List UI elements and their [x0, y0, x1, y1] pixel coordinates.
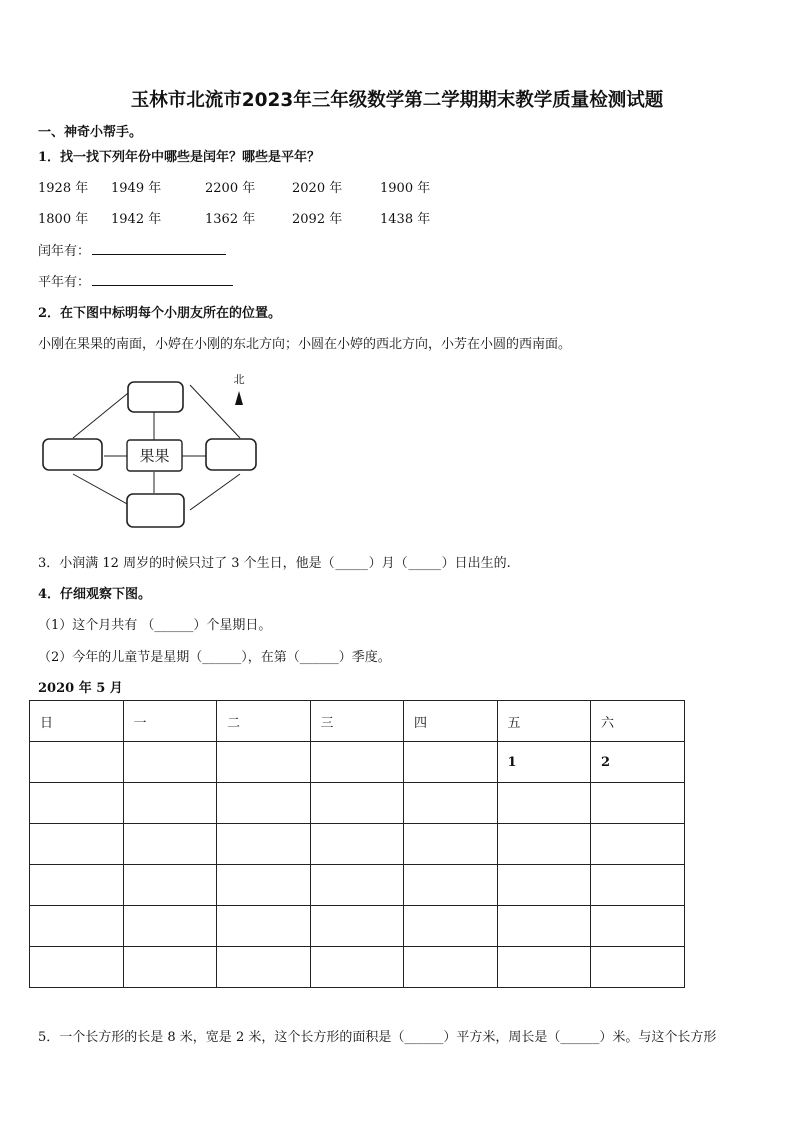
calendar-cell[interactable] [30, 947, 124, 988]
calendar-header-cell: 二 [217, 701, 311, 742]
year-item: 2020 年 [292, 181, 343, 196]
calendar-cell[interactable] [217, 865, 311, 906]
calendar-row [30, 947, 685, 988]
question-2-description: 小刚在果果的南面，小婷在小刚的东北方向；小圆在小婷的西北方向，小芳在小圆的西南面。 [38, 337, 572, 352]
calendar-cell[interactable] [30, 742, 124, 783]
diagram-line [190, 385, 240, 438]
calendar-cell[interactable] [310, 865, 404, 906]
sub-1-suffix: ）个星期日。 [193, 618, 272, 633]
calendar-cell[interactable] [30, 906, 124, 947]
question-3-prefix: 3．小润满 12 周岁的时候只过了 3 个生日，他是（ [38, 556, 335, 571]
calendar-cell: 1 [497, 742, 591, 783]
question-2-text: 2．在下图中标明每个小朋友所在的位置。 [38, 306, 282, 321]
calendar-row [30, 906, 685, 947]
calendar-cell[interactable] [591, 906, 685, 947]
calendar-cell[interactable] [217, 783, 311, 824]
question-4-text: 4．仔细观察下图。 [38, 587, 152, 602]
question-4-sub-2 [38, 646, 391, 665]
sub-2-suffix: ）季度。 [338, 650, 391, 665]
calendar-header-cell: 日 [30, 701, 124, 742]
calendar-cell[interactable] [497, 906, 591, 947]
calendar-cell[interactable] [217, 742, 311, 783]
weekday-answer-blank[interactable]: ______ [202, 650, 242, 665]
calendar-cell[interactable] [497, 947, 591, 988]
calendar-cell[interactable] [123, 906, 217, 947]
diagram-line [190, 474, 240, 510]
calendar-cell: 2 [591, 742, 685, 783]
calendar-cell[interactable] [310, 783, 404, 824]
calendar-cell[interactable] [217, 947, 311, 988]
calendar-cell[interactable] [404, 947, 498, 988]
calendar-cell[interactable] [123, 824, 217, 865]
calendar-cell[interactable] [591, 783, 685, 824]
year-item: 1362 年 [205, 212, 256, 227]
calendar-cell[interactable] [217, 824, 311, 865]
center-label: 果果 [139, 447, 170, 465]
calendar-cell[interactable] [404, 906, 498, 947]
calendar-header-cell: 四 [404, 701, 498, 742]
calendar-cell[interactable] [310, 947, 404, 988]
calendar-row [30, 742, 685, 783]
question-3-suffix: ）日出生的. [441, 556, 511, 571]
calendar-cell[interactable] [217, 906, 311, 947]
calendar-cell[interactable] [497, 865, 591, 906]
answer-box-north[interactable] [128, 382, 183, 412]
calendar-row [30, 865, 685, 906]
common-year-answer-line[interactable] [92, 272, 233, 286]
calendar-header-cell: 六 [591, 701, 685, 742]
sub-2-middle: ），在第（ [241, 650, 300, 665]
question-5-prefix: 5．一个长方形的长是 8 米，宽是 2 米，这个长方形的面积是（ [38, 1030, 405, 1045]
calendar-cell[interactable] [123, 865, 217, 906]
year-item: 1800 年 [38, 212, 89, 227]
question-1-text: 1．找一找下列年份中哪些是闰年？哪些是平年？ [38, 150, 321, 165]
year-item: 1438 年 [380, 212, 431, 227]
sub-1-prefix: （1）这个月共有 （ [38, 618, 155, 633]
question-3-middle: ）月（ [368, 556, 408, 571]
calendar-cell[interactable] [591, 824, 685, 865]
calendar-cell[interactable] [497, 783, 591, 824]
area-answer-blank[interactable]: ______ [404, 1030, 444, 1045]
calendar-cell[interactable] [310, 742, 404, 783]
question-5-suffix: ）米。与这个长方形 [599, 1030, 717, 1045]
calendar-header-cell: 一 [123, 701, 217, 742]
calendar-cell[interactable] [123, 742, 217, 783]
calendar-header-cell: 五 [497, 701, 591, 742]
calendar-cell[interactable] [591, 947, 685, 988]
answer-box-south[interactable] [127, 494, 184, 527]
calendar-row [30, 783, 685, 824]
section-heading: 一、神奇小帮手。 [38, 125, 143, 140]
calendar-header-row [30, 701, 685, 742]
calendar-header-cell: 三 [310, 701, 404, 742]
answer-box-east[interactable] [206, 439, 256, 470]
year-item: 2200 年 [205, 181, 256, 196]
calendar-cell[interactable] [123, 947, 217, 988]
question-3-text [38, 552, 511, 571]
leap-year-label: 闰年有： [38, 244, 91, 259]
question-5-middle: ）平方米，周长是（ [443, 1030, 561, 1045]
calendar-cell[interactable] [310, 906, 404, 947]
day-answer-blank[interactable]: _____ [408, 556, 441, 571]
page-title: 玉林市北流市2023年三年级数学第二学期期末教学质量检测试题 [130, 90, 664, 111]
calendar-cell[interactable] [310, 824, 404, 865]
position-diagram [40, 368, 265, 533]
year-item: 1928 年 [38, 181, 89, 196]
month-answer-blank[interactable]: _____ [335, 556, 368, 571]
quarter-answer-blank[interactable]: ______ [299, 650, 339, 665]
year-item: 1900 年 [380, 181, 431, 196]
north-label: 北 [233, 373, 245, 386]
common-year-label: 平年有： [38, 275, 91, 290]
calendar-cell[interactable] [404, 783, 498, 824]
perimeter-answer-blank[interactable]: ______ [560, 1030, 600, 1045]
calendar-cell[interactable] [591, 865, 685, 906]
year-item: 1942 年 [111, 212, 162, 227]
north-arrow-icon [235, 391, 243, 405]
year-item: 1949 年 [111, 181, 162, 196]
leap-year-answer-line[interactable] [92, 241, 226, 255]
calendar-cell[interactable] [404, 742, 498, 783]
calendar-cell[interactable] [123, 783, 217, 824]
calendar-cell[interactable] [497, 824, 591, 865]
calendar-table [29, 700, 685, 988]
answer-box-west[interactable] [43, 439, 102, 470]
calendar-cell[interactable] [30, 824, 124, 865]
calendar-cell[interactable] [30, 865, 124, 906]
sundays-answer-blank[interactable]: ______ [154, 618, 194, 633]
calendar-cell[interactable] [404, 824, 498, 865]
question-4-sub-1 [38, 614, 271, 633]
calendar-row [30, 824, 685, 865]
year-item: 2092 年 [292, 212, 343, 227]
calendar-cell[interactable] [30, 783, 124, 824]
calendar-title: 2020 年 5 月 [38, 681, 123, 696]
question-5-text [38, 1026, 716, 1045]
sub-2-prefix: （2）今年的儿童节是星期（ [38, 650, 203, 665]
calendar-cell[interactable] [404, 865, 498, 906]
